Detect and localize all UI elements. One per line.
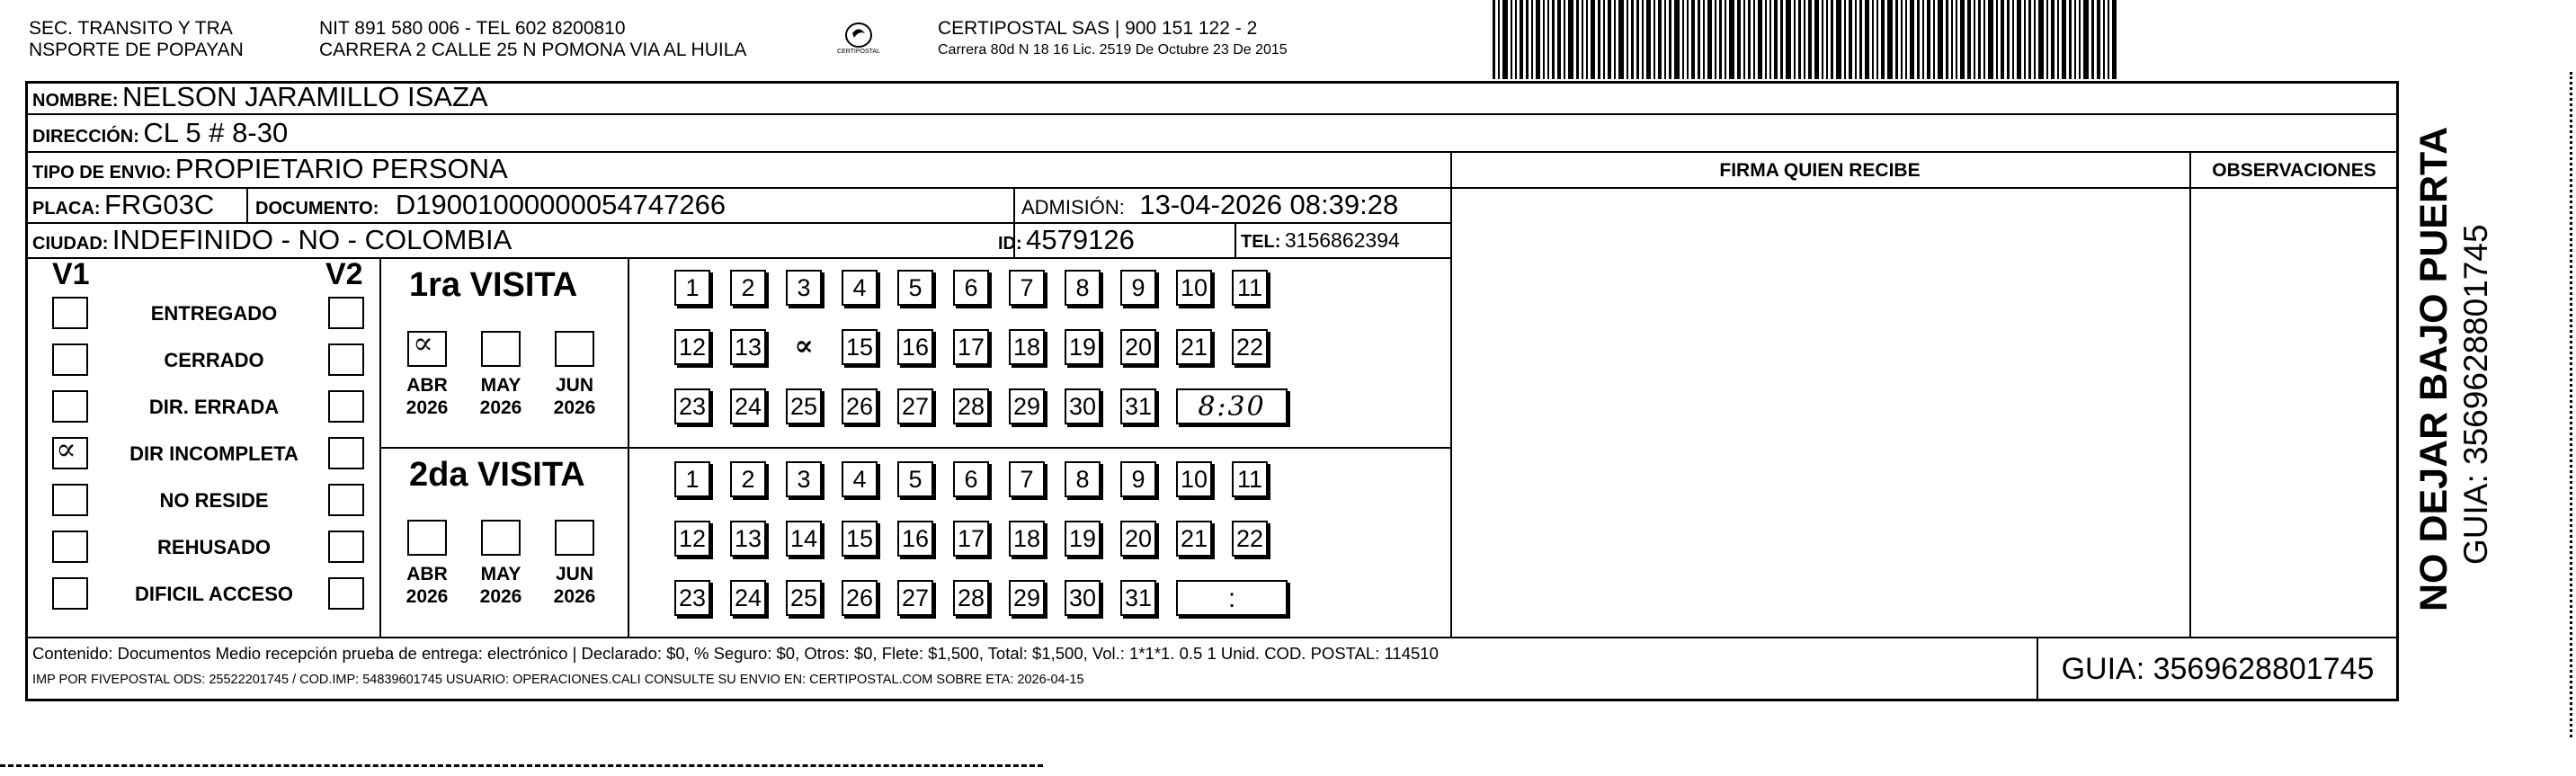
day-box-29[interactable]: 29 [1009, 580, 1045, 616]
barcode-bar [1564, 0, 1565, 79]
month-name: MAY [480, 375, 521, 396]
month-name: JUN [555, 375, 593, 396]
day-box-22[interactable]: 22 [1232, 521, 1268, 557]
barcode-bar [1568, 0, 1573, 79]
barcode-bar [2001, 0, 2004, 79]
barcode-bar [1967, 0, 1971, 79]
barcode-bar [1946, 0, 1948, 79]
observaciones-area[interactable] [2191, 189, 2397, 635]
month-year: 2026 [479, 586, 522, 607]
month-checkbox-abr[interactable] [407, 520, 447, 556]
barcode-bar [1646, 0, 1651, 79]
barcode-bar [1531, 0, 1533, 79]
barcode-bar [1498, 0, 1500, 79]
reason-label: DIFICIL ACCESO [134, 583, 293, 605]
courier-info [938, 18, 1288, 61]
day-box-16[interactable]: 16 [897, 521, 933, 557]
v1-checkbox-5[interactable] [52, 531, 88, 563]
placa-value: FRG03C [104, 189, 215, 220]
barcode-bar [1748, 0, 1751, 79]
day-box-29[interactable]: 29 [1009, 388, 1045, 424]
day-box-6[interactable]: 6 [953, 461, 989, 497]
documento-field [255, 190, 726, 226]
barcode-bar [1674, 0, 1680, 79]
month-year: 2026 [406, 397, 449, 418]
barcode-bar [1743, 0, 1745, 79]
barcode-bar [1725, 0, 1726, 79]
imp-text: IMP POR FIVEPOSTAL ODS: 25522201745 / COD.IMP: 54839601745 USUARIO: OPERACIONES.CALI CONSULTE SU ENVIO EN: CERTIPOSTAL.COM SOBRE ETA: 2026-04-15 [32, 673, 1084, 687]
day-box-1[interactable]: 1 [674, 461, 710, 497]
v1-checkbox-2[interactable] [52, 390, 88, 423]
day-box-16[interactable]: 16 [897, 329, 933, 365]
barcode-bar [2108, 0, 2109, 79]
barcode-bar [1901, 0, 1903, 79]
day-box-31[interactable]: 31 [1120, 388, 1156, 424]
barcode-bar [2083, 0, 2089, 79]
reason-label: ENTREGADO [150, 302, 278, 325]
reason-label: DIR INCOMPLETA [129, 442, 299, 465]
month-checkbox-jun[interactable] [555, 520, 594, 556]
barcode-bar [1642, 0, 1644, 79]
placa-label: PLACA: [32, 199, 101, 219]
ciudad-label: CIUDAD: [32, 234, 109, 254]
barcode-bar [1865, 0, 1869, 79]
barcode-bar [1960, 0, 1965, 79]
direccion-value: CL 5 # 8-30 [143, 117, 289, 148]
id-label: ID: [998, 234, 1022, 254]
courier-address-line: Carrera 80d N 18 16 Lic. 2519 De Octubre 23 De 2015 [938, 42, 1288, 58]
barcode-bar [2062, 0, 2066, 79]
day-box-13[interactable]: 13 [730, 521, 766, 557]
v2-checkbox-6[interactable] [328, 577, 364, 610]
barcode-bar [1515, 0, 1517, 79]
barcode-bar [1502, 0, 1508, 79]
nombre-row [32, 82, 488, 118]
footer-guia: GUIA: 3569628801745 [2061, 652, 2375, 686]
barcode-bar [1996, 0, 1998, 79]
month-name: ABR [406, 375, 448, 396]
barcode-bar [2012, 0, 2014, 79]
observaciones-header: OBSERVACIONES [2212, 160, 2376, 181]
day-box-15[interactable]: 15 [842, 521, 878, 557]
barcode-bar [1836, 0, 1841, 79]
barcode-bar [1536, 0, 1540, 79]
v1-checkbox-6[interactable] [52, 577, 88, 610]
day-box-23[interactable]: 23 [674, 580, 710, 616]
day-box-22[interactable]: 22 [1232, 329, 1268, 365]
month-year: 2026 [479, 397, 522, 418]
day-box-10[interactable]: 10 [1176, 270, 1212, 306]
day-box-9[interactable]: 9 [1120, 270, 1156, 306]
day-box-8[interactable]: 8 [1065, 270, 1101, 306]
v2-checkbox-1[interactable] [328, 343, 364, 376]
day-box-5[interactable]: 5 [897, 461, 933, 497]
second-visit-title: 2da VISITA [409, 456, 585, 494]
barcode-bar [1765, 0, 1767, 79]
day-box-21[interactable]: 21 [1176, 521, 1212, 557]
documento-label: DOCUMENTO: [255, 199, 379, 219]
id-field [998, 225, 1135, 261]
day-box-3[interactable]: 3 [786, 270, 822, 306]
sender-nit-line: NIT 891 580 006 - TEL 602 8200810 [319, 18, 626, 39]
day-box-20[interactable]: 20 [1120, 521, 1156, 557]
barcode-bar [1780, 0, 1783, 79]
barcode-bar [1988, 0, 1993, 79]
barcode-bar [1855, 0, 1857, 79]
v1-header: V1 [52, 257, 90, 291]
barcode-bar [1758, 0, 1762, 79]
day-box-7[interactable]: 7 [1009, 461, 1045, 497]
day-box-13[interactable]: 13 [730, 329, 766, 365]
barcode-bar [1729, 0, 1734, 79]
barcode-bar [1703, 0, 1705, 79]
month-label [396, 563, 459, 608]
barcode-bar [1707, 0, 1712, 79]
day-box-24[interactable]: 24 [730, 388, 766, 424]
v2-checkbox-5[interactable] [328, 531, 364, 563]
day-box-8[interactable]: 8 [1065, 461, 1101, 497]
tipo-envio-label: TIPO DE ENVIO: [32, 163, 172, 183]
side-guia: GUIA: 3569628801745 [2457, 224, 2494, 565]
barcode-bar [2069, 0, 2072, 79]
barcode-bar [1808, 0, 1812, 79]
barcode-bar [1774, 0, 1778, 79]
day-box-19[interactable]: 19 [1065, 329, 1101, 365]
barcode-bar [2028, 0, 2031, 79]
reason-label: DIR. ERRADA [148, 396, 280, 418]
barcode-bar [2103, 0, 2105, 79]
day-box-14[interactable]: 14 [786, 521, 822, 557]
barcode-bar [1951, 0, 1953, 79]
firma-header: FIRMA QUIEN RECIBE [1719, 160, 1921, 181]
day-box-26[interactable]: 26 [842, 580, 878, 616]
barcode-bar [1922, 0, 1924, 79]
barcode-bar [1653, 0, 1655, 79]
barcode-bar [1631, 0, 1634, 79]
barcode-bar [1658, 0, 1662, 79]
day-box-28[interactable]: 28 [953, 580, 989, 616]
handwritten-mark: ∝ [413, 326, 434, 361]
sender-line-2: NSPORTE DE POPAYAN [29, 40, 244, 60]
barcode-bar [1627, 0, 1628, 79]
sender-info [319, 18, 746, 61]
day-box-18[interactable]: 18 [1009, 329, 1045, 365]
barcode-bar [1698, 0, 1700, 79]
month-checkbox-may[interactable] [481, 520, 521, 556]
id-value: 4579126 [1026, 224, 1135, 255]
day-box-11[interactable]: 11 [1232, 461, 1268, 497]
day-box-12[interactable]: 12 [674, 329, 710, 365]
day-box-10[interactable]: 10 [1176, 461, 1212, 497]
barcode-bar [1786, 0, 1791, 79]
side-warning: NO DEJAR BAJO PUERTA [2412, 126, 2456, 611]
sender-name [29, 18, 244, 61]
courier-logo-text: CERTIPOSTAL [837, 49, 880, 55]
barcode-bar [1691, 0, 1695, 79]
day-box-6[interactable]: 6 [953, 270, 989, 306]
day-box-3[interactable]: 3 [786, 461, 822, 497]
day-box-17[interactable]: 17 [953, 329, 989, 365]
barcode-bar [1552, 0, 1555, 79]
admision-value: 13-04-2026 08:39:28 [1139, 189, 1399, 220]
barcode-bar [1737, 0, 1741, 79]
month-name: ABR [406, 564, 448, 584]
barcode-bar [1844, 0, 1846, 79]
visit-time-box[interactable]: 8:30 [1176, 388, 1288, 424]
barcode-bar [1586, 0, 1588, 79]
barcode-bar [1543, 0, 1545, 79]
barcode-bar [1682, 0, 1684, 79]
day-box-24[interactable]: 24 [730, 580, 766, 616]
barcode-bar [1804, 0, 1805, 79]
month-year: 2026 [406, 586, 449, 607]
direccion-label: DIRECCIÓN: [32, 127, 139, 147]
day-box-4[interactable]: 4 [842, 270, 878, 306]
day-box-2[interactable]: 2 [730, 270, 766, 306]
day-box-28[interactable]: 28 [953, 388, 989, 424]
nombre-value: NELSON JARAMILLO ISAZA [122, 81, 488, 112]
barcode-bar [1938, 0, 1943, 79]
barcode-bar [1983, 0, 1985, 79]
barcode-bar [1511, 0, 1512, 79]
ciudad-field [32, 225, 512, 261]
contenido-text: Contenido: Documentos Medio recepción prueba de entrega: electrónico | Declarado: $0, % Seguro: $0, Otros: $0, Flete: $1,500, Total: $1,500, Vol.: 1*1*1. 0.5 1 Unid. COD. POSTAL: 114510 [32, 644, 1439, 663]
right-edge-marks [2570, 72, 2576, 737]
reason-label: CERRADO [164, 349, 264, 371]
barcode-bar [1814, 0, 1819, 79]
barcode-bar [1753, 0, 1755, 79]
month-label [469, 563, 532, 608]
barcode-bar [1876, 0, 1878, 79]
nombre-label: NOMBRE: [32, 91, 119, 111]
month-checkbox-abr[interactable] [407, 326, 447, 367]
day-box-26[interactable]: 26 [842, 388, 878, 424]
barcode-bar [1614, 0, 1616, 79]
barcode-bar [1769, 0, 1771, 79]
barcode-bar [1887, 0, 1893, 79]
sender-address-line: CARRERA 2 CALLE 25 N POMONA VIA AL HUILA [319, 40, 747, 60]
month-year: 2026 [553, 397, 596, 418]
day-box-1[interactable]: 1 [674, 270, 710, 306]
barcode-bar [1826, 0, 1828, 79]
visit-time-box[interactable]: : [1176, 580, 1288, 616]
barcode-bar [2079, 0, 2081, 79]
barcode-bar [2038, 0, 2044, 79]
month-label [396, 374, 459, 419]
barcode-bar [1905, 0, 1907, 79]
barcode-bar [1687, 0, 1689, 79]
documento-value: D19001000000054747266 [395, 189, 726, 220]
barcode-bar [1669, 0, 1671, 79]
barcode-bar [1526, 0, 1529, 79]
barcode-bar [1798, 0, 1801, 79]
barcode-bar [1520, 0, 1523, 79]
first-visit-title: 1ra VISITA [409, 266, 578, 304]
month-checkbox-may[interactable] [481, 331, 521, 367]
sender-line-1: SEC. TRANSITO Y TRA [29, 18, 233, 39]
barcode-bar [1917, 0, 1920, 79]
month-label [469, 374, 532, 419]
barcode-bar [1849, 0, 1852, 79]
direccion-row [32, 118, 288, 154]
v2-header: V2 [325, 257, 363, 291]
tipo-envio-value: PROPIETARIO PERSONA [174, 153, 508, 184]
barcode-bar [1719, 0, 1722, 79]
barcode-bar [1910, 0, 1914, 79]
day-box-14[interactable]: ∝ [794, 328, 814, 362]
barcode-bar [1608, 0, 1611, 79]
barcode-bar [2091, 0, 2094, 79]
courier-logo [827, 20, 890, 61]
barcode-bar [1859, 0, 1862, 79]
day-box-21[interactable]: 21 [1176, 329, 1212, 365]
tipo-envio-row [32, 154, 508, 190]
barcode-bar [2034, 0, 2036, 79]
day-box-4[interactable]: 4 [842, 461, 878, 497]
handwritten-mark: ∝ [56, 432, 77, 468]
month-year: 2026 [553, 586, 596, 607]
v1-checkbox-1[interactable] [52, 343, 88, 376]
admision-field [1021, 190, 1398, 226]
barcode-bar [2074, 0, 2076, 79]
barcode-bar [1603, 0, 1605, 79]
barcode-bar [1636, 0, 1639, 79]
barcode-bar [1618, 0, 1624, 79]
barcode-bar [1974, 0, 1975, 79]
reason-label: NO RESIDE [159, 489, 269, 512]
barcode-bar [1715, 0, 1716, 79]
day-box-18[interactable]: 18 [1009, 521, 1045, 557]
month-label [543, 374, 606, 419]
day-box-19[interactable]: 19 [1065, 521, 1101, 557]
barcode-bar [1582, 0, 1583, 79]
day-box-30[interactable]: 30 [1065, 388, 1101, 424]
tel-label: TEL: [1241, 232, 1281, 252]
barcode-bar [1547, 0, 1549, 79]
day-box-9[interactable]: 9 [1120, 461, 1156, 497]
v2-checkbox-2[interactable] [328, 390, 364, 423]
ciudad-value: INDEFINIDO - NO - COLOMBIA [111, 224, 513, 255]
month-name: JUN [555, 564, 593, 584]
barcode-bar [1598, 0, 1600, 79]
firma-area[interactable] [1452, 189, 2188, 635]
barcode-bar [2007, 0, 2010, 79]
v2-checkbox-4[interactable] [328, 484, 364, 516]
day-box-27[interactable]: 27 [897, 388, 933, 424]
barcode-bar [1956, 0, 1957, 79]
barcode-bar [1978, 0, 1981, 79]
tel-value: 3156862394 [1284, 228, 1400, 252]
tel-field [1241, 225, 1400, 259]
admision-label: ADMISIÓN: [1021, 196, 1125, 219]
day-box-25[interactable]: 25 [786, 388, 822, 424]
day-box-15[interactable]: 15 [842, 329, 878, 365]
barcode-bar [1831, 0, 1833, 79]
day-box-30[interactable]: 30 [1065, 580, 1101, 616]
barcode-bar [2046, 0, 2048, 79]
barcode-bar [1794, 0, 1796, 79]
day-box-27[interactable]: 27 [897, 580, 933, 616]
day-box-12[interactable]: 12 [674, 521, 710, 557]
reason-label: REHUSADO [157, 536, 271, 558]
day-box-2[interactable]: 2 [730, 461, 766, 497]
v2-checkbox-3[interactable] [328, 437, 364, 469]
v1-checkbox-3[interactable] [52, 432, 88, 469]
barcode-bar [1557, 0, 1561, 79]
month-label [543, 563, 606, 608]
v2-checkbox-0[interactable] [328, 297, 364, 329]
barcode-bar [1895, 0, 1898, 79]
barcode-bar [1664, 0, 1666, 79]
barcode-bar [1822, 0, 1823, 79]
barcode-bar [1576, 0, 1579, 79]
day-box-17[interactable]: 17 [953, 521, 989, 557]
barcode-bar [1872, 0, 1874, 79]
day-box-31[interactable]: 31 [1120, 580, 1156, 616]
day-box-5[interactable]: 5 [897, 270, 933, 306]
day-box-20[interactable]: 20 [1120, 329, 1156, 365]
barcode-bar [2051, 0, 2055, 79]
v1-checkbox-0[interactable] [52, 297, 88, 329]
courier-nit-line: CERTIPOSTAL SAS | 900 151 122 - 2 [938, 18, 1258, 39]
barcode-bar [1881, 0, 1885, 79]
day-box-7[interactable]: 7 [1009, 270, 1045, 306]
placa-field [32, 190, 214, 226]
day-box-25[interactable]: 25 [786, 580, 822, 616]
barcode-bar [2097, 0, 2100, 79]
month-name: MAY [480, 564, 521, 584]
barcode-bar [1933, 0, 1935, 79]
day-box-11[interactable]: 11 [1232, 270, 1268, 306]
barcode-bar [1927, 0, 1930, 79]
day-box-23[interactable]: 23 [674, 388, 710, 424]
barcode-bar [2024, 0, 2026, 79]
barcode [1493, 0, 2504, 79]
month-checkbox-jun[interactable] [555, 331, 594, 367]
barcode-bar [2112, 0, 2117, 79]
barcode-bar [1591, 0, 1595, 79]
barcode-bar [1493, 0, 1495, 79]
barcode-bar [2017, 0, 2021, 79]
barcode-bar [2057, 0, 2059, 79]
perforation-line [0, 764, 1043, 767]
v1-checkbox-4[interactable] [52, 484, 88, 516]
